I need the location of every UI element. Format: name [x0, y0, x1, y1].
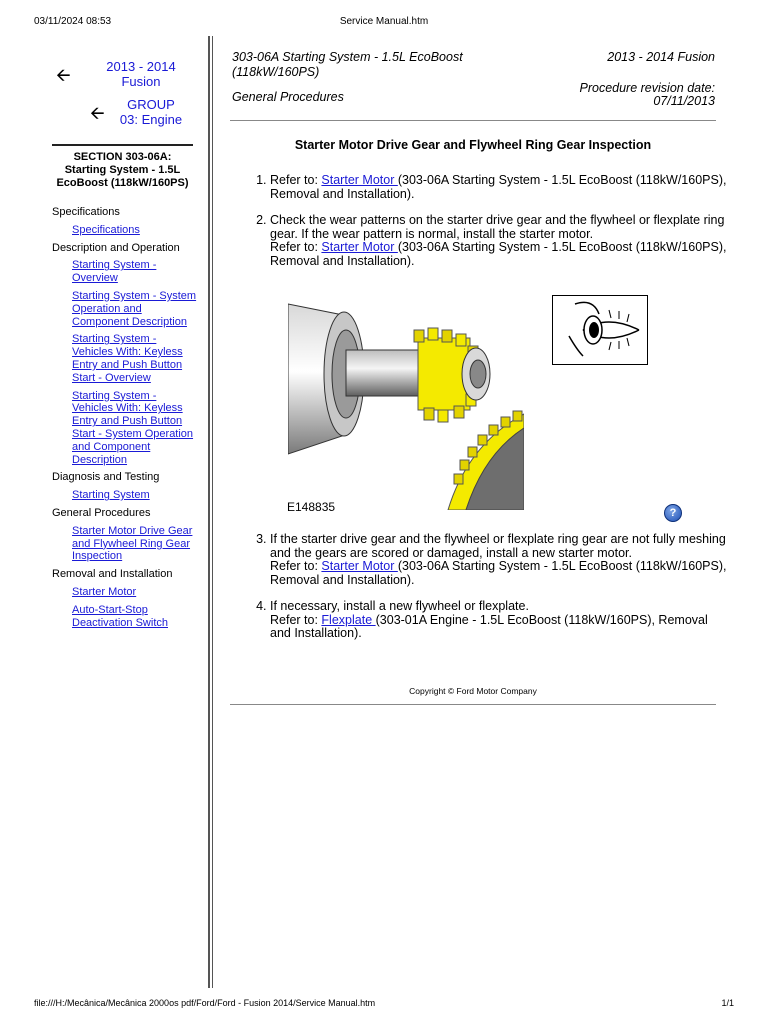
toc-link-keyless-overview[interactable]: Starting System - Vehicles With: Keyless Entry and Push Button Start - Overview [72, 333, 183, 384]
nav-group-link[interactable] [106, 97, 196, 127]
toc-link-keyless-system-operation[interactable]: Starting System - Vehicles With: Keyless Entry and Push Button Start - System Operation and Component Description [72, 389, 194, 466]
revision-label: Procedure revision date: [579, 81, 715, 95]
section-title: SECTION 303-06A: Starting System - 1.5L EcoBoost (118kW/160PS) [56, 151, 189, 189]
print-page: 1/1 [721, 998, 734, 1008]
step-text: Check the wear patterns on the starter drive gear and the flywheel or flexplate ring gear. If the wear pattern is normal, install the starter motor. [270, 213, 725, 241]
nav-model[interactable] [56, 59, 196, 89]
step-4 [270, 600, 730, 641]
toc-category: General Procedures [52, 506, 151, 519]
revision-info [580, 82, 716, 108]
system-title: 303-06A Starting System - 1.5L EcoBoost (118kW/160PS) [232, 50, 463, 79]
column-divider-inner [212, 36, 213, 988]
toc-link-drive-gear-inspection[interactable]: Starter Motor Drive Gear and Flywheel Ring Gear Inspection [72, 524, 193, 563]
toc-category: Description and Operation [52, 241, 180, 254]
flexplate-link[interactable]: Flexplate [321, 612, 376, 627]
step-refer-label: Refer to: [270, 559, 322, 573]
toc-link-starter-motor[interactable]: Starter Motor [72, 585, 137, 598]
print-date: 03/11/2024 08:53 [34, 16, 112, 27]
help-icon[interactable]: ? [664, 504, 682, 522]
footer-divider [230, 704, 716, 705]
page-title: Starter Motor Drive Gear and Flywheel Ring Gear Inspection [294, 138, 652, 152]
step-reference: (303-06A Starting System - 1.5L EcoBoost (118kW/160PS), Removal and Installation). [270, 240, 727, 268]
back-arrow-icon[interactable]: 🡨 [90, 103, 105, 123]
toc-category: Removal and Installation [52, 568, 173, 581]
nav-group[interactable] [56, 97, 196, 127]
back-arrow-icon[interactable]: 🡨 [56, 65, 71, 85]
print-title: Service Manual.htm [339, 16, 429, 27]
starter-motor-link[interactable]: Starter Motor [321, 559, 398, 573]
step-3 [270, 533, 730, 587]
inspect-eye-icon [552, 295, 648, 365]
toc-category: Diagnosis and Testing [52, 471, 160, 484]
nav-group-line2: 03: Engine [119, 112, 183, 127]
step-refer-label: Refer to: [270, 612, 322, 627]
toc-category: Specifications [52, 206, 120, 218]
sidebar-toc [52, 206, 197, 629]
step-2 [270, 214, 730, 268]
step-reference: (303-01A Engine - 1.5L EcoBoost (118kW/160PS), Removal and Installation). [270, 612, 708, 640]
toc-link-specifications[interactable]: Specifications [72, 223, 140, 236]
toc-link-auto-start-stop[interactable]: Auto-Start-Stop Deactivation Switch [72, 603, 168, 629]
toc-link-starting-system-overview[interactable]: Starting System - Overview [72, 259, 157, 285]
step-refer-label: Refer to: [270, 173, 322, 187]
sidebar-divider [52, 144, 193, 146]
revision-date: 07/11/2013 [653, 94, 715, 108]
model-title: 2013 - 2014 Fusion [607, 50, 715, 64]
figure-label: E148835 [287, 500, 336, 514]
toc-link-system-operation[interactable]: Starting System - System Operation and Component Description [72, 289, 197, 328]
nav-year-line1: 2013 - 2014 [106, 59, 176, 74]
nav-model-link[interactable] [86, 59, 196, 89]
header-divider [230, 120, 716, 121]
step-refer-label: Refer to: [270, 240, 322, 254]
copyright: Copyright © Ford Motor Company [409, 686, 537, 696]
procedure-type: General Procedures [232, 90, 344, 104]
step-reference: (303-06A Starting System - 1.5L EcoBoost (118kW/160PS), Removal and Installation). [270, 559, 727, 587]
starter-gear-illustration [288, 294, 524, 510]
column-divider [208, 36, 210, 988]
step-text: If necessary, install a new flywheel or flexplate. [270, 599, 529, 613]
step-reference: (303-06A Starting System - 1.5L EcoBoost (118kW/160PS), Removal and Installation). [270, 173, 727, 201]
step-text: If the starter drive gear and the flywheel or flexplate ring gear are not fully meshing and the gears are scored or damaged, install a new starter motor. [270, 532, 726, 560]
nav-group-line1: GROUP [127, 97, 175, 112]
starter-motor-link[interactable]: Starter Motor [321, 173, 398, 187]
toc-link-starting-system[interactable]: Starting System [72, 489, 150, 502]
print-path: file:///H:/Mecânica/Mecânica 2000os pdf/Ford/Ford - Fusion 2014/Service Manual.htm [34, 998, 376, 1008]
starter-motor-link[interactable]: Starter Motor [321, 240, 398, 254]
step-1 [270, 174, 730, 201]
nav-year-line2: Fusion [121, 74, 161, 89]
